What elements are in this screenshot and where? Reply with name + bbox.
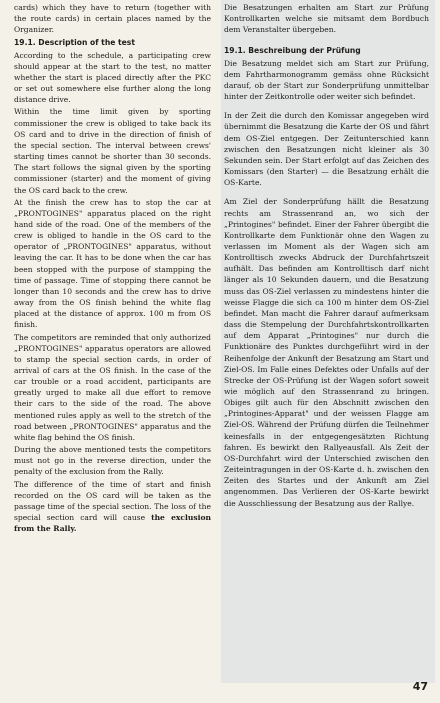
german-paragraph-1: Die Besatzung meldet sich am Start zur Prüfung, dem Fahrtharmonogramm gemäss ohne Rücksicht darauf, ob der Start zur Sonderprüfung unmittelbar hinter der Zeitkontrolle oder weiter sich befindet. bbox=[224, 58, 429, 102]
english-column bbox=[14, 2, 211, 535]
german-intro: Die Besatzungen erhalten am Start zur Prüfung Kontrollkarten welche sie mitsamt dem Bordbuch dem Veranstalter übergeben. bbox=[224, 3, 429, 35]
german-section-heading: 19.1. Beschreibung der Prüfung bbox=[224, 46, 361, 56]
german-paragraph-3: Am Ziel der Sonderprüfung hällt die Besatzung rechts am Strassenrand an, wo sich der „Printogines" befindet. Einer der Fahrer übergibt die Kontrollkarte dem Funktionär ohne den Wagen zu verlassen im Moment als der Wagen sich am Kontrolltisch zwecks Abdruck der Durchfahrtszeit aufhält. Das befinden am Kontrolltisch darf nicht länger als 10 Sekunden dauern, und die Besatzung muss das OS-Ziel verlassen zu mindestens hinter die weisse Flagge die sich ca 100 m hinter dem OS-Ziel befindet. Man macht die Fahrer darauf aufmerksam dass die Stempelung der Durchfahrtskontrollkarten auf dem Apparat „Printogines" nur durch die Funktionäre des Punktes durchgeführt wird in der Reihenfolge der Ankunft der Besatzung am Start und Ziel-OS. Im Falle eines Defektes oder Unfalls auf der Strecke der OS-Prüfung ist der Wagen sofort soweit wie möglich auf den Strassenrand zu bringen. Obiges gilt auch für den Abschnitt zwischen den „Printogines-Apparat" und der weissen Flagge am Ziel-OS. Während der Prüfung dürfen die Teilnehmer keinesfalls in der entgegengesätzten Richtung fahren. Es bewirkt den Rallyeausfall. Als Zeit der OS-Durchfahrt wird der Unterschied zwischen den Zeiteintragungen in der OS-Karte d. h. zwischen den Zeiten des Startes und der Ankunft am Ziel angenommen. Das Verlieren der OS-Karte bewirkt die Ausschliessung der Besatzung aus der Rallye. bbox=[224, 197, 429, 508]
english-paragraph-3: At the finish the crew has to stop the car at „PRONTOGINES" apparatus placed on the right hand side of the road. One of the members of the crew is obliged to handle in the OS card to the operator of „PRONTOGINES" apparatus, without leaving the car. It has to be done when the car has been stopped with the purpose of stampping the time of passage. Time of stopping there cannot be longer than 10 seconds and the crew has to drive away from the OS finish behind the white flag placed at the distance of approx. 100 m from OS finish. bbox=[14, 197, 211, 330]
english-paragraph-5: During the above mentioned tests the competitors must not go in the reverse direction, under the penalty of the exclusion from the Rally. bbox=[14, 445, 211, 477]
english-paragraph-2: Within the time limit given by sporting commissioner the crew is obliged to take back its OS card and to drive in the direction of finish of the special section. The interval between crews' starting times cannot be shorter than 30 seconds. The start follows the signal given by the sporting commissioner (starter) and the moment of giving the OS card back to the crew. bbox=[14, 107, 211, 195]
english-paragraph-1: According to the schedule, a participating crew should appear at the start to the test, no matter whether the start is placed directly after the PKC or set out somewhere else further along the long distance drive. bbox=[14, 50, 211, 105]
page-number: 47 bbox=[412, 680, 428, 693]
english-intro: cards) which they have to return (together with the route cards) in certain places named by the Organizer. bbox=[14, 3, 211, 35]
english-section-heading: 19.1. Description of the test bbox=[14, 38, 135, 48]
english-exclusion-emphasis: the exclusion from the Rally. bbox=[14, 513, 211, 534]
english-paragraph-4: The competitors are reminded that only authorized „PRONTOGINES" apparatus operators are allowed to stamp the special section cards, in order of arrival of cars at the OS finish. In the case of the car trouble or a road accident, participants are greatly urged to make all due effort to remove their cars to the side of the road. The above mentioned rules apply as well to the stretch of the road between „PRONTOGINES" apparatus and the white flag behind the OS finish. bbox=[14, 332, 211, 442]
english-paragraph-6 bbox=[14, 479, 211, 535]
german-column bbox=[224, 2, 429, 510]
english-paragraph-6-text: The difference of the time of start and finish recorded on the OS card will be taken as the passage time of the special section. The loss of the special section card will cause bbox=[14, 479, 211, 523]
german-paragraph-2: In der Zeit die durch den Komissar angegeben wird übernimmt die Besatzung die Karte der OS und fährt dem OS-Ziel entgegen. Der Zeitunterschied kann zwischen den Besatzungen nicht kleiner als 30 Sekunden sein. Der Start erfolgt auf das Zeichen des Komissars (den Starter) — die Besatzung erhält die OS-Karte. bbox=[224, 111, 429, 188]
